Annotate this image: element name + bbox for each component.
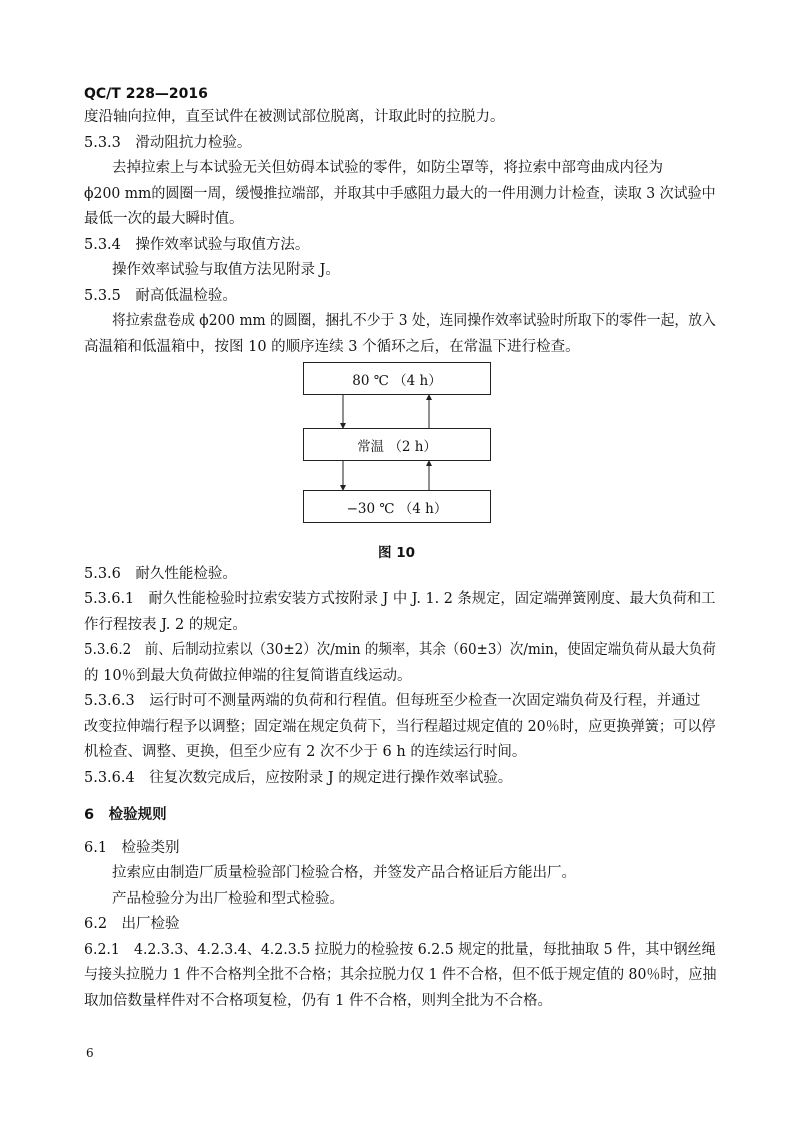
document-code: QC/T 228—2016 xyxy=(84,86,208,102)
paragraph-line: 5.3.6.1 耐久性能检验时拉索安装方式按附录 J 中 J. 1. 2 条规定，固定端弹簧刚度、最大负荷和工 xyxy=(84,591,716,607)
section-heading-6: 6 检验规则 xyxy=(84,807,167,823)
paragraph-line: 6.2.1 4.2.3.3、4.2.3.4、4.2.3.5 拉脱力的检验按 6.2.5 规定的批量，每批抽取 5 件，其中钢丝绳 xyxy=(84,942,716,958)
paragraph-line: 度沿轴向拉伸，直至试件在被测试部位脱离，计取此时的拉脱力。 xyxy=(84,109,505,125)
box-room-temperature: 常温 （2 h） xyxy=(303,428,491,461)
paragraph-line: 改变拉伸端行程予以调整；固定端在规定负荷下，当行程超过规定值的 20％时，应更换弹簧；可以停 xyxy=(84,719,716,735)
paragraph-line: 产品检验分为出厂检验和型式检验。 xyxy=(112,891,344,907)
paragraph-line: ϕ200 mm的圆圈一周，缓慢推拉端部，并取其中手感阻力最大的一件用测力计检查，读取 3 次试验中 xyxy=(84,186,716,202)
page-number: 6 xyxy=(86,1046,94,1060)
paragraph-line: 操作效率试验与取值方法见附录 J。 xyxy=(112,262,340,278)
paragraph-line: 与接头拉脱力 1 件不合格判全批不合格；其余拉脱力仅 1 件不合格，但不低于规定值的 80％时，应抽 xyxy=(84,967,717,983)
paragraph-line: 最低一次的最大瞬时值。 xyxy=(84,211,244,227)
paragraph-line: 拉索应由制造厂质量检验部门检验合格，并签发产品合格证后方能出厂。 xyxy=(112,865,576,881)
paragraph-line: 的 10％到最大负荷做拉伸端的往复简谐直线运动。 xyxy=(84,668,412,684)
clause-heading-6-1: 6.1 检验类别 xyxy=(84,840,180,856)
clause-heading-6-2: 6.2 出厂检验 xyxy=(84,916,180,932)
paragraph-line: 5.3.6.2 前、后制动拉索以（30±2）次/min 的频率，其余（60±3）次/min，使固定端负荷从最大负荷 xyxy=(84,642,716,658)
box-low-temperature: −30 ℃ （4 h） xyxy=(303,490,491,523)
paragraph-line: 去掉拉索上与本试验无关但妨碍本试验的零件，如防尘罩等，将拉索中部弯曲成内径为 xyxy=(112,160,663,176)
figure-caption: 图 10 xyxy=(378,545,415,561)
box-high-temperature: 80 ℃ （4 h） xyxy=(303,362,491,395)
clause-heading-5-3-3: 5.3.3 滑动阻抗力检验。 xyxy=(84,135,252,151)
clause-heading-5-3-4: 5.3.4 操作效率试验与取值方法。 xyxy=(84,237,310,253)
clause-heading-5-3-5: 5.3.5 耐高低温检验。 xyxy=(84,288,237,304)
paragraph-line: 取加倍数量样件对不合格项复检，仍有 1 件不合格，则判全批为不合格。 xyxy=(84,993,552,1009)
paragraph-line: 高温箱和低温箱中，按图 10 的顺序连续 3 个循环之后，在常温下进行检查。 xyxy=(84,339,580,355)
paragraph-line: 作行程按表 J. 2 的规定。 xyxy=(84,617,247,633)
paragraph-line: 5.3.6.3 运行时可不测量两端的负荷和行程值。但每班至少检查一次固定端负荷及行程，并通过 xyxy=(84,693,701,709)
clause-heading-5-3-6: 5.3.6 耐久性能检验。 xyxy=(84,566,237,582)
paragraph-line: 5.3.6.4 往复次数完成后，应按附录 J 的规定进行操作效率试验。 xyxy=(84,770,513,786)
paragraph-line: 机检查、调整、更换，但至少应有 2 次不少于 6 h 的连续运行时间。 xyxy=(84,744,527,760)
paragraph-line: 将拉索盘卷成 ϕ200 mm 的圆圈，捆扎不少于 3 处，连同操作效率试验时所取下的零件一起，放入 xyxy=(112,313,716,329)
